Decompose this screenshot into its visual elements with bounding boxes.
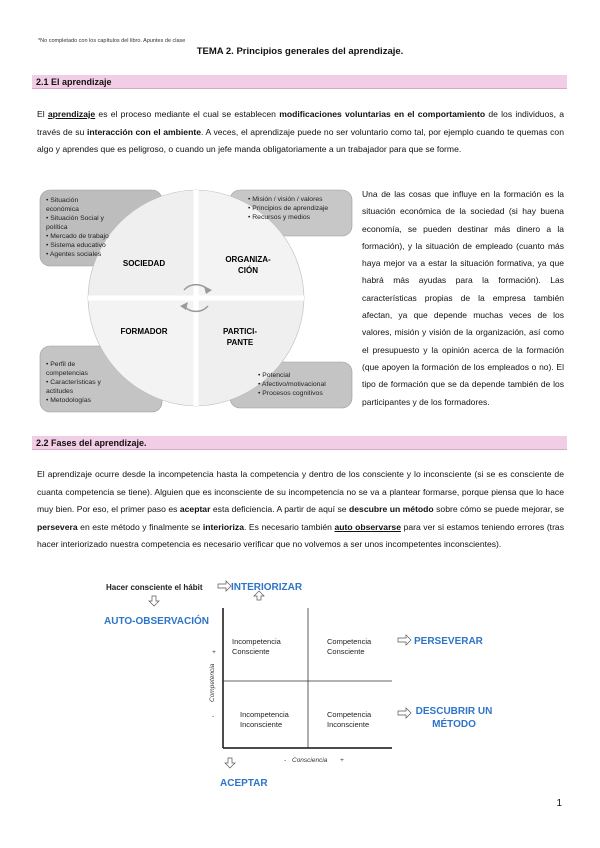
quadrant-competencia-inconsciente: Competencia: [327, 710, 372, 719]
descubrir-label: DESCUBRIR UN: [415, 706, 493, 717]
quadrant-competencia-inconsciente-2: Inconsciente: [327, 720, 370, 729]
text-run: sobre cómo se puede mejorar, se: [433, 504, 565, 514]
quadrant-label-organizacion-2: CIÓN: [238, 266, 258, 275]
section-heading-fases: 2.2 Fases del aprendizaje.: [32, 436, 567, 450]
x-axis-minus: -: [284, 757, 287, 764]
arrow-down-icon: [225, 758, 235, 768]
x-axis-plus: +: [340, 757, 344, 764]
page-number: 1: [556, 798, 562, 809]
factor-item: • Misión / visión / valores: [248, 196, 323, 203]
text-run: aceptar: [179, 504, 211, 514]
y-axis-plus: +: [212, 649, 216, 656]
quadrant-label-participante: PARTICI-: [222, 327, 258, 336]
quadrant-competencia-consciente-2: Consciente: [327, 647, 365, 656]
text-run: persevera: [37, 521, 78, 532]
y-axis-minus: -: [212, 713, 215, 720]
quadrant-label-organizacion: ORGANIZA-: [225, 255, 271, 264]
text-run: . Es necesario también: [244, 521, 335, 532]
quadrant-label-formador: FORMADOR: [120, 327, 168, 336]
text-run: interacción con el ambiente: [87, 126, 201, 137]
x-axis-label: Consciencia: [292, 757, 328, 764]
factor-item: actitudes: [46, 388, 74, 395]
paragraph-definition: [37, 106, 564, 159]
factor-item: política: [46, 224, 68, 231]
perseverar-label: PERSEVERAR: [414, 636, 483, 647]
factor-item: • Situación Social y: [46, 215, 104, 222]
paragraph-phases: [37, 466, 564, 554]
y-axis-label: Competencia: [209, 663, 216, 702]
learning-phases-diagram: [96, 576, 516, 796]
text-run: es el proceso mediante el cual se establecen: [95, 109, 280, 119]
quadrant-competencia-consciente: Competencia: [327, 637, 372, 646]
auto-observacion-label: AUTO-OBSERVACIÓN: [104, 616, 210, 627]
arrow-right-icon: [398, 635, 411, 645]
arrow-right-icon: [218, 581, 231, 591]
text-run: . A veces, el aprendizaje puede no ser voluntario como tal, por ejemplo cuando te quemas con algo y aprendes que es peligroso, o cuando un jefe manda obligatoriamente a un trabajador para que se forme.: [37, 126, 564, 154]
factor-item: • Mercado de trabajo: [46, 233, 109, 240]
factor-item: • Metodologías: [46, 397, 92, 404]
arrow-right-icon: [398, 708, 411, 718]
factor-item: • Principios de aprendizaje: [248, 205, 329, 212]
factor-item: • Procesos cognitivos: [258, 390, 323, 397]
quadrant-incompetencia-consciente-2: Consciente: [232, 647, 270, 656]
text-run: descubre un método: [349, 504, 434, 514]
text-run: de los individuos, a través de su: [37, 109, 565, 137]
factor-item: • Agentes sociales: [46, 251, 102, 258]
quadrant-incompetencia-inconsciente: Incompetencia: [240, 710, 289, 719]
text-run: modificaciones voluntarias en el comportamiento: [279, 109, 486, 119]
text-run: para ver si estamos teniendo errores (tras hacer interiorizado nuestra competencia es necesario verificar que no volvemos a ser unos incompetentes inconscientes).: [37, 521, 565, 549]
factor-item: • Características y: [46, 379, 101, 386]
factor-item: • Situación: [46, 197, 79, 204]
text-run: El aprendizaje ocurre desde la incompetencia hasta la competencia y dentro de los consciente y lo inconsciente (si se es consciente de cuanta competencia se tiene). Alguien que es inconsciente de su incompetencia no se va a plantear formarse, porque piensa que lo hace muy bien. Por eso, el primer paso es: [37, 469, 564, 514]
quadrant-label-participante-2: PANTE: [226, 338, 254, 347]
text-run: esta deficiencia. A partir de aquí se: [210, 504, 350, 514]
factor-item: • Perfil de: [46, 361, 76, 368]
header-note: *No completado con los capítulos del libro. Apuntes de clase: [38, 38, 186, 44]
factor-item: • Recursos y medios: [248, 214, 311, 221]
factor-item: • Potencial: [258, 372, 291, 379]
interiorizar-label: INTERIORIZAR: [231, 582, 303, 593]
text-run: interioriza: [202, 521, 244, 532]
arrow-down-icon: [149, 596, 159, 606]
factor-item: • Sistema educativo: [46, 242, 106, 249]
habit-label: Hacer consciente el hábit: [106, 583, 203, 592]
descubrir-label-2: MÉTODO: [432, 719, 476, 730]
factor-item: económica: [46, 206, 79, 213]
text-run: El: [37, 109, 48, 119]
aceptar-label: ACEPTAR: [220, 778, 268, 789]
section-heading-aprendizaje: 2.1 El aprendizaje: [32, 75, 567, 89]
quadrant-incompetencia-inconsciente-2: Inconsciente: [240, 720, 283, 729]
factor-item: • Afectivo/motivacional: [258, 381, 326, 388]
quadrant-label-sociedad: SOCIEDAD: [122, 259, 166, 268]
text-run: en este método y finalmente se: [77, 521, 203, 532]
paragraph-formation-influences: Una de las cosas que influye en la formación es la situación económica de la sociedad (si hay buena economía, se pueden destinar más dinero a la formación), y la situación de empleado (cuanto más haya mejor va a estar la situación formativa, ya que habrá más ayudas para la formación). Las características propias de la empresa también afectan, ya que depende muchas veces de los valores, misión y visión de la organización, así como el presupuesto y la opinión acerca de la formación (que apoyen la formación de los empleados o no). El tipo de formación que se da depende también de los participantes y de los formadores.: [362, 189, 564, 407]
document-title: TEMA 2. Principios generales del aprendizaje.: [196, 46, 404, 57]
text-run: auto observarse: [334, 521, 401, 532]
text-run: aprendizaje: [47, 109, 96, 119]
formation-factors-diagram: [36, 186, 356, 416]
factor-item: competencias: [46, 370, 88, 377]
quadrant-incompetencia-consciente: Incompetencia: [232, 637, 281, 646]
